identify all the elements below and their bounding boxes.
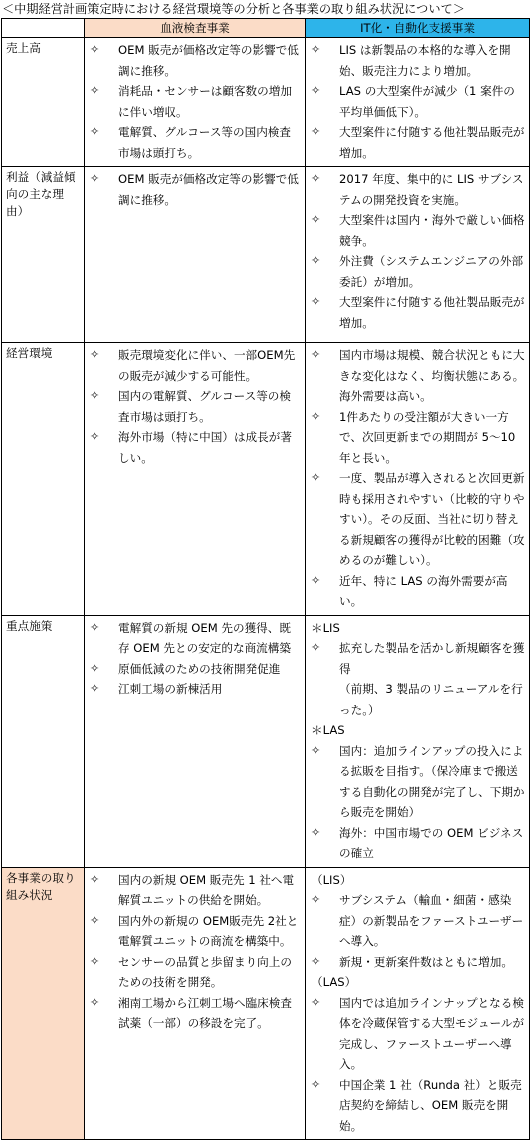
diamond-bullet-icon: ✧ xyxy=(90,682,100,695)
list-item-text: 2017 年度、集中的に LIS サブシステムの開発投資を実施。 xyxy=(339,172,524,207)
diamond-bullet-icon: ✧ xyxy=(311,893,321,906)
list-item-text: 一度、製品が導入されると次回更新時も採用されやすい（比較的守りやすい）。その反面、当社に切り替える新規顧客の獲得が比較的困難（攻めるのが難しい）。 xyxy=(339,471,525,567)
diamond-bullet-icon: ✧ xyxy=(90,995,100,1009)
list-item xyxy=(88,993,302,1034)
list-item xyxy=(88,40,302,81)
diamond-bullet-icon: ✧ xyxy=(311,954,321,968)
document-title: ＜中期経営計画策定時における経営環境等の分析と各事業の取り組み状況について＞ xyxy=(2,2,465,16)
list-item-text: 国内の電解質、グルコース等の検査市場は頭打ち。 xyxy=(118,389,291,424)
list-item-text: 海外：中国市場での OEM ビジネスの確立 xyxy=(339,825,524,860)
list-item xyxy=(88,122,302,163)
row-key-measures xyxy=(2,615,530,867)
list-item xyxy=(88,679,302,700)
diamond-bullet-icon: ✧ xyxy=(90,620,100,634)
list-item xyxy=(88,81,302,122)
list-item-text: 中国企業 1 社（Runda 社）と販売店契約を締結し、OEM 販売を開始。 xyxy=(339,1077,522,1133)
list-item-text: 国内市場は規模、競合状況ともに大きな変化はなく、均衡状態にある。海外需要は高い。 xyxy=(339,348,525,403)
list-item-text: LIS は新製品の本格的な導入を開始、販売注力により増加。 xyxy=(339,43,511,78)
diamond-bullet-icon: ✧ xyxy=(90,872,100,886)
blood-cell xyxy=(85,867,306,1140)
it-cell xyxy=(306,867,530,1140)
diamond-bullet-icon: ✧ xyxy=(311,295,321,308)
list-item xyxy=(309,169,526,210)
group-heading: （LIS） xyxy=(311,872,352,887)
group-heading: ＊LIS xyxy=(311,620,340,635)
list-item-text: センサーの品質と歩留まり向上のための技術を開発。 xyxy=(118,954,292,989)
diamond-bullet-icon: ✧ xyxy=(311,825,321,839)
list-item-text: 電解質の新規 OEM 先の獲得、既存 OEM 先との安定的な商流構築 xyxy=(118,620,291,655)
diamond-bullet-icon: ✧ xyxy=(90,43,100,56)
list-item xyxy=(88,427,302,468)
list-item-text: OEM 販売が価格改定等の影響で低調に推移。 xyxy=(118,172,299,207)
list-item xyxy=(88,911,302,952)
diamond-bullet-icon: ✧ xyxy=(90,84,100,97)
list-item xyxy=(88,345,302,386)
list-item xyxy=(309,468,526,571)
blood-cell xyxy=(85,343,306,616)
header-blood-testing: 血液検査事業 xyxy=(85,19,306,38)
list-item xyxy=(309,210,526,251)
list-item-text: 国内外の新規の OEM販売先 2社と電解質ユニットの商流を構築中。 xyxy=(118,913,299,948)
diamond-bullet-icon: ✧ xyxy=(90,954,100,968)
list-item-text: 湘南工場から江刺工場へ臨床検査試薬（一部）の移設を完了。 xyxy=(118,995,292,1030)
list-item xyxy=(88,618,302,659)
row-label: 利益（減益傾向の主な理由） xyxy=(2,167,85,343)
diamond-bullet-icon: ✧ xyxy=(311,172,321,185)
list-item xyxy=(309,823,526,864)
blood-cell xyxy=(85,615,306,867)
list-item-text: 消耗品・センサーは顧客数の増加に伴い増収。 xyxy=(118,84,292,119)
diamond-bullet-icon: ✧ xyxy=(311,995,321,1009)
diamond-bullet-icon: ✧ xyxy=(311,471,321,484)
list-item xyxy=(309,81,526,122)
list-item-text: 大型案件に付随する他社製品販売が増加。 xyxy=(339,125,525,160)
diamond-bullet-icon: ✧ xyxy=(311,348,321,361)
blood-cell xyxy=(85,38,306,167)
list-item xyxy=(88,952,302,993)
group-heading: ＊LAS xyxy=(311,723,345,737)
group-heading: （LAS） xyxy=(311,975,357,989)
list-item xyxy=(309,571,526,612)
list-item xyxy=(309,952,526,973)
row-initiatives xyxy=(2,867,530,1140)
list-item-text: 大型案件に付随する他社製品販売が増加。 xyxy=(339,295,525,330)
list-item-text: サブシステム（輸血・細菌・感染症）の新製品をファーストユーザーへ導入。 xyxy=(339,893,524,948)
diamond-bullet-icon: ✧ xyxy=(90,661,100,675)
blood-cell xyxy=(85,167,306,343)
list-item xyxy=(88,870,302,911)
it-cell xyxy=(306,343,530,616)
row-label: 各事業の取り組み状況 xyxy=(2,867,85,1140)
analysis-table xyxy=(1,18,530,1140)
list-item xyxy=(309,890,526,952)
row-label: 重点施策 xyxy=(2,615,85,867)
diamond-bullet-icon: ✧ xyxy=(90,172,100,185)
list-item xyxy=(88,386,302,427)
list-item-text: 国内：追加ラインアップの投入による拡販を目指す。（保冷庫まで搬送する自動化の開発が完了し、下期から販売を開始） xyxy=(339,743,525,819)
header-it-automation: IT化・自動化支援事業 xyxy=(306,19,530,38)
diamond-bullet-icon: ✧ xyxy=(311,573,321,587)
diamond-bullet-icon: ✧ xyxy=(311,1077,321,1091)
list-item xyxy=(309,1075,526,1137)
list-item-text: LAS の大型案件が減少（1 案件の平均単価低下）。 xyxy=(339,84,515,119)
list-item-text: 国内の新規 OEM 販売先 1 社へ電解質ユニットの供給を開始。 xyxy=(118,872,295,907)
diamond-bullet-icon: ✧ xyxy=(311,84,321,97)
row-environment xyxy=(2,343,530,616)
list-item-text: 拡充した製品を活かし新規顧客を獲得 xyxy=(339,641,525,676)
diamond-bullet-icon: ✧ xyxy=(90,348,100,361)
list-item-text: OEM 販売が価格改定等の影響で低調に推移。 xyxy=(118,43,299,78)
list-item xyxy=(88,659,302,680)
list-item-text: 電解質、グルコース等の国内検査市場は頭打ち。 xyxy=(118,125,291,160)
list-item xyxy=(309,993,526,1075)
list-item xyxy=(309,251,526,292)
diamond-bullet-icon: ✧ xyxy=(90,430,100,443)
list-item xyxy=(309,122,526,163)
list-item xyxy=(309,741,526,823)
list-item-text: 国内では追加ラインナップとなる検体を冷蔵保管する大型モジュールが完成し、ファーストユーザーへ導入。 xyxy=(339,995,525,1071)
row-label: 経営環境 xyxy=(2,343,85,616)
diamond-bullet-icon: ✧ xyxy=(90,125,100,138)
list-item-text: 外注費（システムエンジニアの外部委託）が増加。 xyxy=(339,254,524,289)
list-item xyxy=(309,292,526,333)
list-item xyxy=(309,345,526,407)
it-cell xyxy=(306,615,530,867)
list-item xyxy=(309,407,526,469)
list-item-text: 1件あたりの受注額が大きい一方で、次回更新までの期間が 5～10 年と長い。 xyxy=(339,409,516,465)
row-label: 売上高 xyxy=(2,38,85,167)
list-item xyxy=(309,40,526,81)
list-item-text: 新規・更新案件数はともに増加。 xyxy=(339,954,513,969)
diamond-bullet-icon: ✧ xyxy=(311,743,321,757)
diamond-bullet-icon: ✧ xyxy=(311,409,321,423)
diamond-bullet-icon: ✧ xyxy=(311,641,321,654)
list-item xyxy=(309,638,526,679)
list-item-text: 大型案件は国内・海外で厳しい価格競争。 xyxy=(339,213,525,248)
list-item-text: 近年、特に LAS の海外需要が高い。 xyxy=(339,573,508,608)
list-item-text: 販売環境変化に伴い、一部OEM先の販売が減少する可能性。 xyxy=(118,348,296,383)
diamond-bullet-icon: ✧ xyxy=(311,125,321,138)
header-blank xyxy=(2,19,85,38)
header-row xyxy=(2,19,530,38)
list-item-text: 原価低減のための技術開発促進 xyxy=(118,661,281,676)
list-item xyxy=(88,169,302,210)
row-sales xyxy=(2,38,530,167)
row-profit xyxy=(2,167,530,343)
diamond-bullet-icon: ✧ xyxy=(90,389,100,402)
list-item-text: 海外市場（特に中国）は成長が著しい。 xyxy=(118,430,292,465)
diamond-bullet-icon: ✧ xyxy=(90,913,100,927)
diamond-bullet-icon: ✧ xyxy=(311,43,321,56)
it-cell xyxy=(306,167,530,343)
diamond-bullet-icon: ✧ xyxy=(311,254,321,267)
list-item-text: 江刺工場の新棟活用 xyxy=(118,682,223,696)
it-cell xyxy=(306,38,530,167)
group-note: （前期、3 製品のリニューアルを行った。） xyxy=(339,682,523,717)
diamond-bullet-icon: ✧ xyxy=(311,213,321,226)
